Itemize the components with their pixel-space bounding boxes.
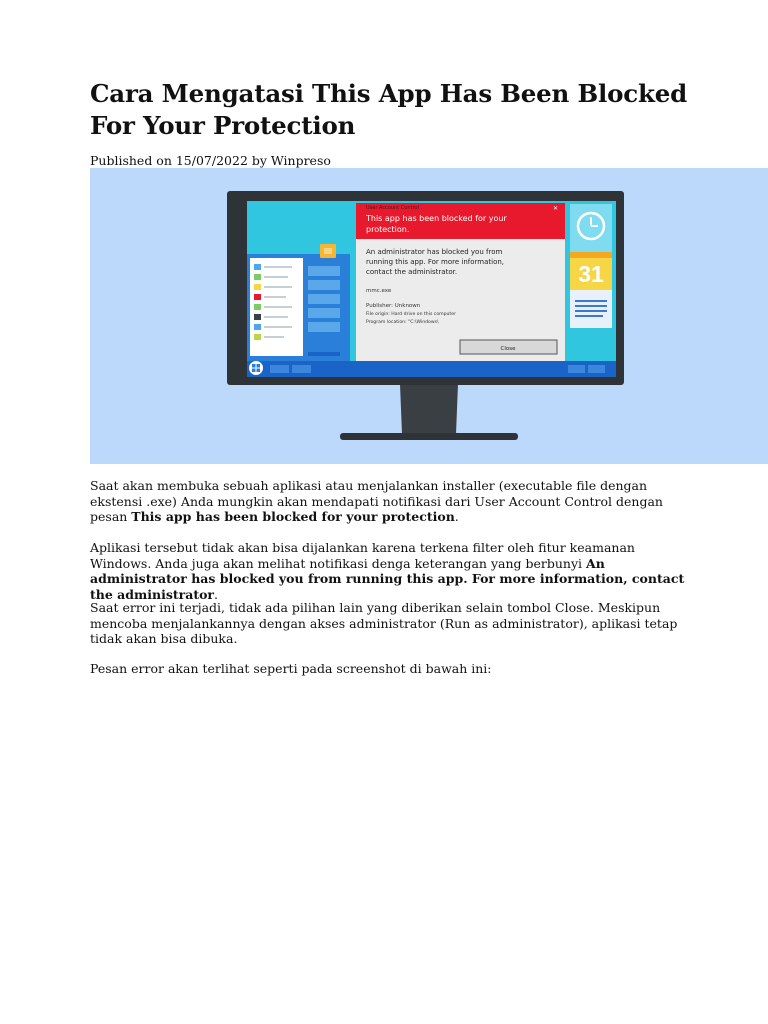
paragraph-1-end: . <box>454 509 459 524</box>
tile-notes <box>570 290 612 328</box>
calendar-icon <box>570 252 612 290</box>
uac-dialog <box>356 203 565 361</box>
dialog-close-button-label: Close <box>500 346 516 352</box>
calendar-day: 31 <box>578 261 604 287</box>
monitor-stand <box>400 384 458 434</box>
monitor-illustration <box>90 168 768 464</box>
article-byline: Published on 15/07/2022 by Winpreso <box>90 153 331 168</box>
paragraph-2-bold: An administrator has blocked you from running this app. For more information, contact the administrator <box>90 555 685 602</box>
paragraph-2 <box>90 540 690 602</box>
paragraph-2-end: . <box>214 586 218 602</box>
dialog-program-location: Program location: "C:\Windows\ <box>366 320 439 325</box>
paragraph-1-text: Saat akan membuka sebuah aplikasi atau menjalankan installer (executable file dengan ekstensi .exe) Anda mungkin akan mendapati notifikasi dari User Account Control dengan pesan <box>90 478 663 524</box>
dialog-message-line-1: An administrator has blocked you from <box>366 248 503 256</box>
paragraph-1-bold: This app has been blocked for your protection <box>131 509 455 524</box>
dialog-publisher: Publisher: Unknown <box>366 303 421 309</box>
dialog-window-title: User Account Control <box>366 205 419 211</box>
paragraph-2-text: Aplikasi tersebut tidak akan bisa dijalankan karena terkena filter oleh fitur keamanan Windows. Anda juga akan melihat notifikasi denga keterangan yang berbunyi <box>90 540 635 571</box>
dialog-close-icon[interactable]: ✕ <box>553 205 559 212</box>
paragraph-1 <box>90 478 690 525</box>
folder-icon <box>320 244 336 258</box>
hero-illustration <box>90 168 768 464</box>
paragraph-4: Pesan error akan terlihat seperti pada screenshot di bawah ini: <box>90 661 492 676</box>
clock-icon <box>570 204 612 254</box>
dialog-message-line-2: running this app. For more information, <box>366 258 505 266</box>
windows-logo-icon <box>249 361 263 375</box>
article-title: Cara Mengatasi This App Has Been Blocked For Your Protection <box>90 79 688 140</box>
monitor-base <box>340 433 518 440</box>
dialog-message-line-3: contact the administrator. <box>366 268 458 276</box>
dialog-header-line-2: protection. <box>366 225 410 234</box>
dialog-header-line-1: This app has been blocked for your <box>366 214 507 223</box>
dialog-file-name: mmc.exe <box>366 288 392 294</box>
paragraph-3: Saat error ini terjadi, tidak ada pilihan lain yang diberikan selain tombol Close. Meskipun mencoba menjalankannya dengan akses administrator (Run as administrator), aplikasi tetap tidak akan bisa dibuka. <box>90 600 678 646</box>
dialog-file-origin: File origin: Hard drive on this computer <box>366 312 456 317</box>
